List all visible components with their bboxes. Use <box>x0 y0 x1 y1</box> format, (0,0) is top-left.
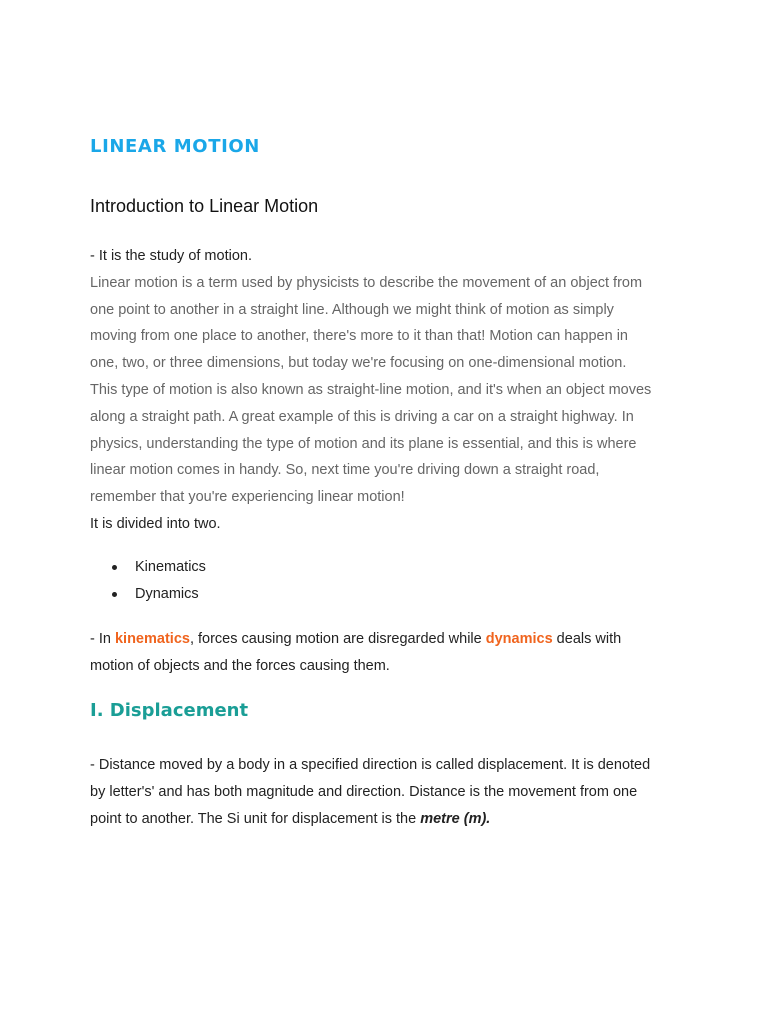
intro-line: - It is the study of motion. <box>90 248 252 264</box>
comparison-prefix: - In <box>90 631 115 647</box>
bullet-icon <box>112 565 117 570</box>
comparison-line-2: motion of objects and the forces causing them. <box>90 657 390 674</box>
description-line: one point to another in a straight line. Although we might think of motion as simply <box>90 301 614 318</box>
description-line: moving from one place to another, there's more to it than that! Motion can happen in <box>90 328 628 345</box>
list-item <box>90 554 206 581</box>
description-line: Linear motion is a term used by physicists to describe the movement of an object from <box>90 274 643 291</box>
description-line: remember that you're experiencing linear motion! <box>90 489 405 506</box>
kinematics-highlight: kinematics <box>114 631 190 647</box>
description-line: This type of motion is also known as straight-line motion, and it's when an object moves <box>90 381 652 398</box>
description-line: one, two, or three dimensions, but today we're focusing on one-dimensional motion. <box>90 355 627 372</box>
comparison-suffix: deals with <box>552 631 622 647</box>
document-subtitle: Introduction to Linear Motion <box>90 196 319 216</box>
list-item-label: Dynamics <box>135 585 199 602</box>
intro-section <box>90 243 690 538</box>
list-item-label: Kinematics <box>135 559 206 575</box>
branches-list <box>90 554 206 608</box>
dynamics-highlight: dynamics <box>485 631 553 647</box>
comparison-paragraph <box>90 626 690 680</box>
document-title: LINEAR MOTION <box>90 136 260 157</box>
description-line: linear motion comes in handy. So, next time you're driving down a straight road, <box>90 462 600 479</box>
displacement-line: by letter's' and has both magnitude and direction. Distance is the movement from one <box>90 783 638 800</box>
si-unit: metre (m). <box>420 810 491 827</box>
displacement-paragraph <box>90 752 690 832</box>
displacement-line: - Distance moved by a body in a specified direction is called displacement. It is denoted <box>90 757 651 773</box>
description-line: physics, understanding the type of motion and its plane is essential, and this is where <box>90 435 637 452</box>
list-item <box>90 581 206 608</box>
divided-line: It is divided into two. <box>90 515 221 532</box>
bullet-icon <box>112 592 117 597</box>
section-heading-displacement: I. Displacement <box>90 700 249 721</box>
description-line: along a straight path. A great example of this is driving a car on a straight highway. In <box>90 408 634 425</box>
displacement-last-line: point to another. The Si unit for displacement is the <box>90 810 421 827</box>
comparison-middle: , forces causing motion are disregarded while <box>189 631 486 647</box>
